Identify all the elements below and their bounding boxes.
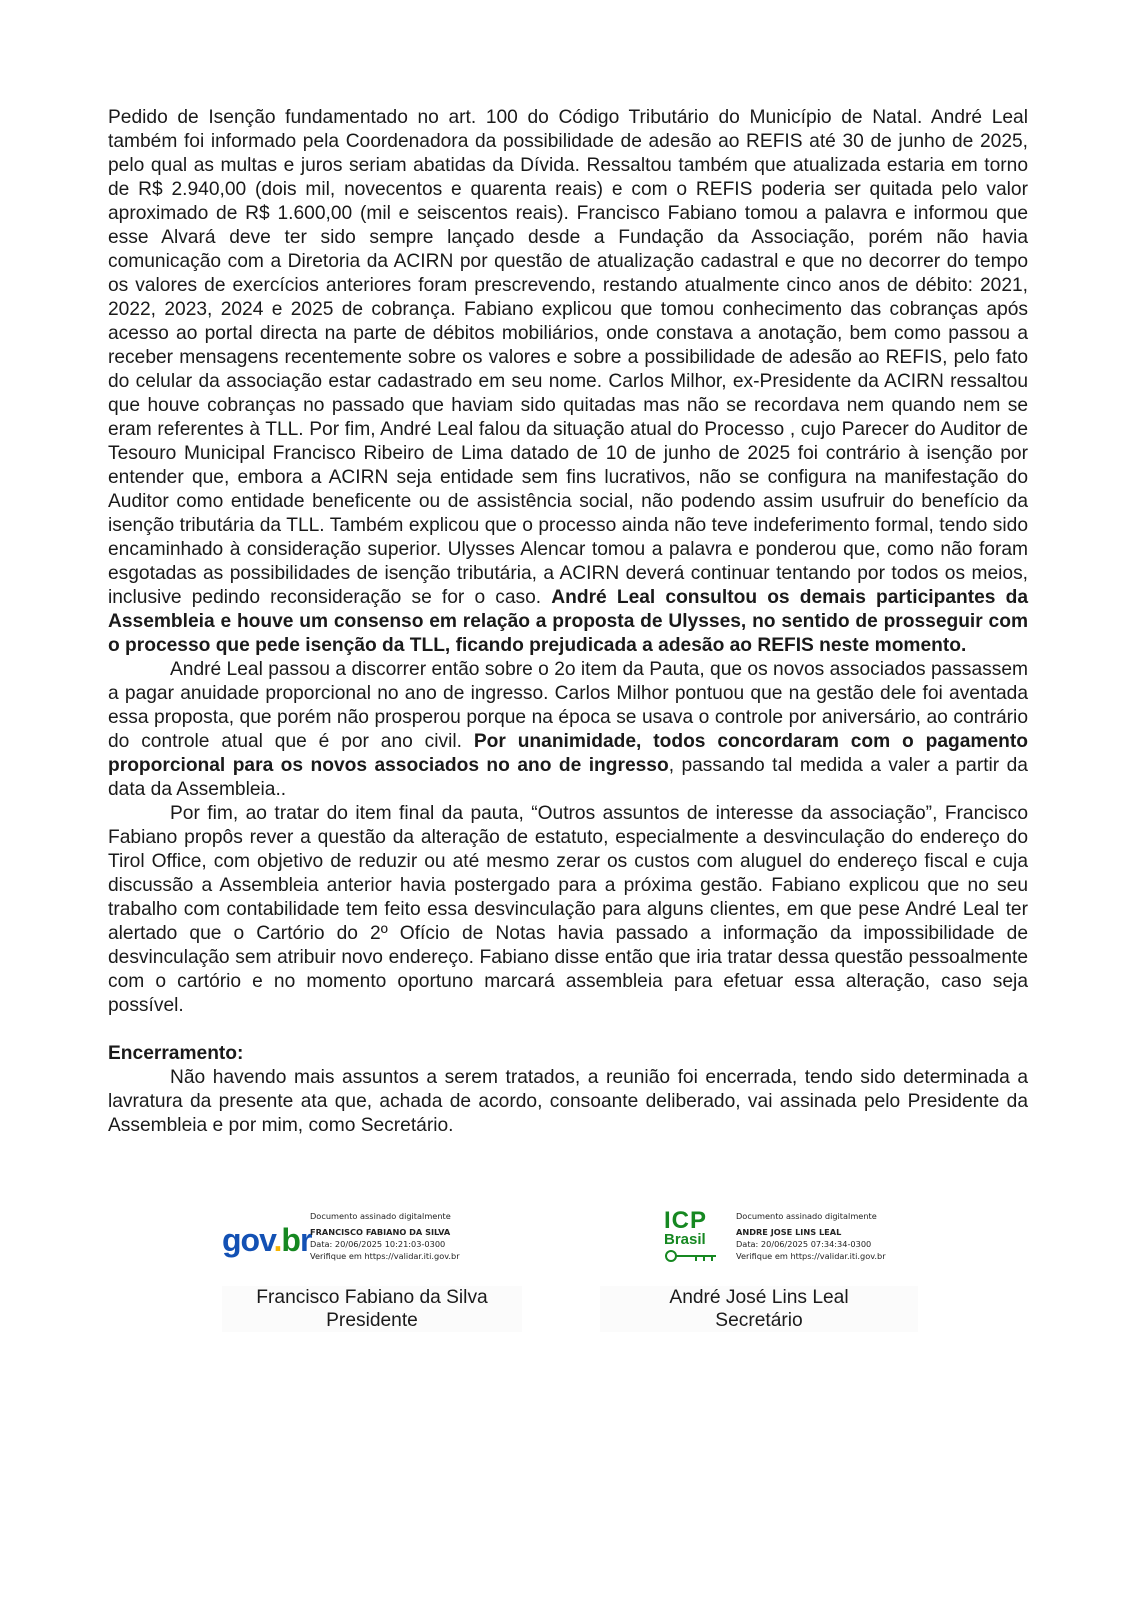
paragraph-proportional-fee <box>108 658 1028 802</box>
signer-role: Secretário <box>715 1310 803 1331</box>
paragraph-text: André Leal passou a discorrer então sobre o 2o item da Pauta, que os novos associados passassem a pagar anuidade proporcional no ano de ingresso. Carlos Milhor pontuou que na gestão dele foi aventada essa proposta, que porém não prosperou porque na época se usava o controle por aniversário, ao contrário do controle atual que é por ano civil. <box>108 659 1028 752</box>
paragraph-bold-decision: Por unanimidade, todos concordaram com o pagamento proporcional para os novos associados no ano de ingresso <box>108 731 1028 776</box>
stamp-details <box>736 1210 966 1262</box>
signer-role: Presidente <box>326 1310 418 1331</box>
closing-paragraph: Não havendo mais assuntos a serem tratados, a reunião foi encerrada, tendo sido determinada a lavratura da presente ata que, achada de acordo, consoante deliberado, vai assinada pelo Presidente da Assembleia e por mim, como Secretário. <box>108 1067 1028 1136</box>
stamp-heading: Documento assinado digitalmente <box>736 1211 877 1221</box>
icp-brasil-logo: ICP Brasil <box>664 1210 726 1270</box>
signer-identity <box>222 1286 522 1332</box>
govbr-logo: gov.br <box>222 1222 312 1258</box>
key-icon <box>664 1249 720 1263</box>
stamp-date: Data: 20/06/2025 07:34:34-0300 <box>736 1239 872 1249</box>
stamp-date: Data: 20/06/2025 10:21:03-0300 <box>310 1239 446 1249</box>
paragraph-tll-exemption <box>108 106 1028 658</box>
paragraph-bold-decision: André Leal consultou os demais participantes da Assembleia e houve um consenso em relação a proposta de Ulysses, no sentido de prosseguir com o processo que pede isenção da TLL, ficando prejudicada a adesão ao REFIS neste momento. <box>108 587 1028 656</box>
paragraph-text-tail: , passando tal medida a valer a partir da data da Assembleia.. <box>108 755 1028 800</box>
closing-heading: Encerramento: <box>108 1043 244 1064</box>
stamp-details <box>310 1210 530 1262</box>
stamp-verify-link[interactable]: Verifique em https://validar.iti.gov.br <box>310 1251 460 1261</box>
stamp-verify-link[interactable]: Verifique em https://validar.iti.gov.br <box>736 1251 886 1261</box>
signer-name: André José Lins Leal <box>669 1287 849 1308</box>
signer-name: Francisco Fabiano da Silva <box>256 1287 488 1308</box>
paragraph-text: Pedido de Isenção fundamentado no art. 100 do Código Tributário do Município de Natal. André Leal também foi informado pela Coordenadora da possibilidade de adesão ao REFIS até 30 de junho de 2025, pelo qual as multas e juros seriam abatidas da Dívida. Ressaltou também que atualizada estaria em torno de R$ 2.940,00 (dois mil, novecentos e quarenta reais) e com o REFIS poderia ser quitada pelo valor aproximado de R$ 1.600,00 (mil e seiscentos reais). Francisco Fabiano tomou a palavra e informou que esse Alvará deve ter sido sempre lançado desde a Fundação da Associação, porém não havia comunicação com a Diretoria da ACIRN por questão de atualização cadastral e que no decorrer do tempo os valores de exercícios anteriores foram prescrevendo, restando atualmente cinco anos de débito: 2021, 2022, 2023, 2024 e 2025 de cobrança. Fabiano explicou que tomou conhecimento das cobranças após acesso ao portal directa na parte de débitos mobiliários, onde constava a anotação, bem como passou a receber mensagens recentemente sobre os valores e sobre a possibilidade de adesão ao REFIS, pelo fato do celular da associação estar cadastrado em seu nome. Carlos Milhor, ex-Presidente da ACIRN ressaltou que houve cobranças no passado que haviam sido quitadas mas não se recordava nem quando nem se eram referentes à TLL. Por fim, André Leal falou da situação atual do Processo , cujo Parecer do Auditor de Tesouro Municipal Francisco Ribeiro de Lima datado de 10 de junho de 2025 foi contrário à isenção por entender que, embora a ACIRN seja entidade sem fins lucrativos, não se configura na manifestação do Auditor como entidade beneficente ou de assistência social, não podendo assim usufruir do benefício da isenção tributária da TLL. Também explicou que o processo ainda não teve indeferimento formal, tendo sido encaminhado à consideração superior. Ulysses Alencar tomou a palavra e ponderou que, como não foram esgotadas as possibilidades de isenção tributária, a ACIRN deverá continuar tentando por todos os meios, inclusive pedindo reconsideração se for o caso. <box>108 107 1028 608</box>
stamp-signer-name: FRANCISCO FABIANO DA SILVA <box>310 1227 451 1237</box>
paragraph-other-matters: Por fim, ao tratar do item final da pauta, “Outros assuntos de interesse da associação”, Francisco Fabiano propôs rever a questão da alteração de estatuto, especialmente a desvinculação do endereço do Tirol Office, com objetivo de reduzir ou até mesmo zerar os custos com aluguel do endereço fiscal e cuja discussão a Assembleia anterior havia postergado para a próxima gestão. Fabiano explicou que no seu trabalho com contabilidade tem feito essa desvinculação para alguns clientes, em que pese André Leal ter alertado que o Cartório do 2º Ofício de Notas havia passado a informação da impossibilidade de desvinculação sem atribuir novo endereço. Fabiano disse então que iria tratar dessa questão pessoalmente com o cartório e no momento oportuno marcará assembleia para efetuar essa alteração, caso seja possível. <box>108 803 1028 1016</box>
stamp-heading: Documento assinado digitalmente <box>310 1211 451 1221</box>
signer-identity <box>600 1286 918 1332</box>
stamp-signer-name: ANDRE JOSE LINS LEAL <box>736 1227 842 1237</box>
minutes-body <box>108 106 1028 1138</box>
